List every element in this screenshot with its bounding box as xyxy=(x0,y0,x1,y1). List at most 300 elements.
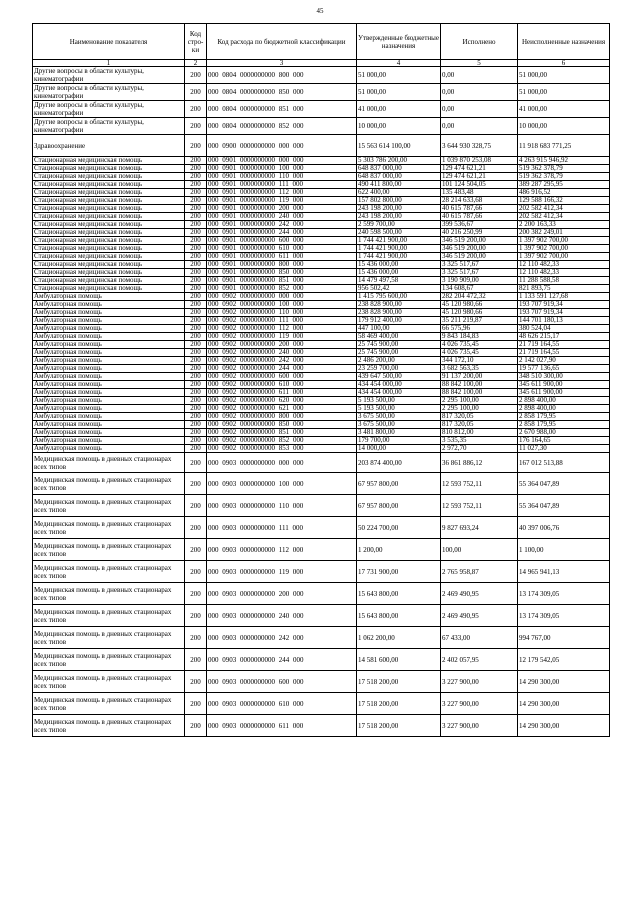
row-name: Амбулаторная помощь xyxy=(33,397,185,405)
row-name: Медицинская помощь в дневных стационарах всех типов xyxy=(33,605,185,627)
column-index: 4 xyxy=(357,60,441,67)
row-expense-code: 000 0901 0000000000 112 000 xyxy=(207,189,357,197)
row-expense-code: 000 0902 0000000000 620 000 xyxy=(207,397,357,405)
table-row xyxy=(33,101,610,118)
row-approved: 3 481 800,00 xyxy=(357,429,441,437)
row-unexecuted: 40 397 006,76 xyxy=(518,517,610,539)
row-name: Здравоохранение xyxy=(33,135,185,157)
row-line-code: 200 xyxy=(185,301,207,309)
row-unexecuted: 48 626 215,17 xyxy=(518,333,610,341)
row-line-code: 200 xyxy=(185,539,207,561)
row-executed: 3 227 900,00 xyxy=(441,671,518,693)
table-row xyxy=(33,405,610,413)
row-line-code: 200 xyxy=(185,269,207,277)
row-approved: 14 581 600,00 xyxy=(357,649,441,671)
table-row xyxy=(33,197,610,205)
row-name: Стационарная медицинская помощь xyxy=(33,173,185,181)
row-approved: 5 193 500,00 xyxy=(357,405,441,413)
row-expense-code: 000 0903 0000000000 100 000 xyxy=(207,473,357,495)
row-unexecuted: 193 707 919,34 xyxy=(518,309,610,317)
row-name: Медицинская помощь в дневных стационарах всех типов xyxy=(33,539,185,561)
row-line-code: 200 xyxy=(185,381,207,389)
table-header xyxy=(33,24,610,67)
row-executed: 45 120 980,66 xyxy=(441,309,518,317)
row-executed: 2 765 958,87 xyxy=(441,561,518,583)
table-row xyxy=(33,649,610,671)
row-expense-code: 000 0902 0000000000 850 000 xyxy=(207,421,357,429)
row-approved: 2 486 200,00 xyxy=(357,357,441,365)
row-expense-code: 000 0901 0000000000 600 000 xyxy=(207,237,357,245)
table-row xyxy=(33,221,610,229)
row-name: Стационарная медицинская помощь xyxy=(33,165,185,173)
row-name: Другие вопросы в области культуры, кинематографии xyxy=(33,67,185,84)
row-approved: 1 744 421 900,00 xyxy=(357,253,441,261)
row-unexecuted: 14 290 300,00 xyxy=(518,671,610,693)
row-approved: 25 745 900,00 xyxy=(357,349,441,357)
row-line-code: 200 xyxy=(185,245,207,253)
row-approved: 58 469 400,00 xyxy=(357,333,441,341)
row-executed: 40 615 787,66 xyxy=(441,205,518,213)
table-row xyxy=(33,277,610,285)
row-executed: 129 474 621,21 xyxy=(441,173,518,181)
row-expense-code: 000 0901 0000000000 610 000 xyxy=(207,245,357,253)
row-approved: 243 198 200,00 xyxy=(357,213,441,221)
column-index: 5 xyxy=(441,60,518,67)
row-expense-code: 000 0903 0000000000 112 000 xyxy=(207,539,357,561)
row-name: Стационарная медицинская помощь xyxy=(33,157,185,165)
row-unexecuted: 12 179 542,05 xyxy=(518,649,610,671)
table-row xyxy=(33,293,610,301)
row-line-code: 200 xyxy=(185,317,207,325)
row-name: Амбулаторная помощь xyxy=(33,317,185,325)
row-expense-code: 000 0902 0000000000 851 000 xyxy=(207,429,357,437)
row-expense-code: 000 0901 0000000000 100 000 xyxy=(207,165,357,173)
row-executed: 3 682 563,35 xyxy=(441,365,518,373)
row-name: Медицинская помощь в дневных стационарах всех типов xyxy=(33,627,185,649)
header-approved: Утвержденные бюджетные назначения xyxy=(357,24,441,60)
row-line-code: 200 xyxy=(185,357,207,365)
row-line-code: 200 xyxy=(185,389,207,397)
row-approved: 14 479 497,58 xyxy=(357,277,441,285)
row-executed: 9 827 693,24 xyxy=(441,517,518,539)
row-expense-code: 000 0902 0000000000 600 000 xyxy=(207,373,357,381)
row-approved: 243 198 200,00 xyxy=(357,205,441,213)
row-line-code: 200 xyxy=(185,429,207,437)
row-line-code: 200 xyxy=(185,421,207,429)
row-approved: 15 643 800,00 xyxy=(357,605,441,627)
row-name: Стационарная медицинская помощь xyxy=(33,277,185,285)
row-expense-code: 000 0900 0000000000 000 000 xyxy=(207,135,357,157)
row-name: Амбулаторная помощь xyxy=(33,325,185,333)
row-executed: 0,00 xyxy=(441,101,518,118)
row-line-code: 200 xyxy=(185,293,207,301)
row-executed: 100,00 xyxy=(441,539,518,561)
row-approved: 5 303 786 200,00 xyxy=(357,157,441,165)
row-expense-code: 000 0903 0000000000 110 000 xyxy=(207,495,357,517)
column-index: 3 xyxy=(207,60,357,67)
row-executed: 3 227 900,00 xyxy=(441,693,518,715)
table-row xyxy=(33,135,610,157)
row-name: Амбулаторная помощь xyxy=(33,405,185,413)
row-executed: 344 172,10 xyxy=(441,357,518,365)
row-line-code: 200 xyxy=(185,715,207,737)
row-approved: 15 436 000,00 xyxy=(357,269,441,277)
row-name: Амбулаторная помощь xyxy=(33,421,185,429)
row-expense-code: 000 0903 0000000000 611 000 xyxy=(207,715,357,737)
row-line-code: 200 xyxy=(185,67,207,84)
row-name: Стационарная медицинская помощь xyxy=(33,197,185,205)
row-expense-code: 000 0901 0000000000 242 000 xyxy=(207,221,357,229)
row-name: Стационарная медицинская помощь xyxy=(33,261,185,269)
row-approved: 648 837 000,00 xyxy=(357,165,441,173)
row-approved: 15 643 800,00 xyxy=(357,583,441,605)
row-approved: 41 000,00 xyxy=(357,101,441,118)
row-expense-code: 000 0902 0000000000 110 000 xyxy=(207,309,357,317)
table-row xyxy=(33,285,610,293)
row-executed: 12 593 752,11 xyxy=(441,473,518,495)
row-expense-code: 000 0902 0000000000 610 000 xyxy=(207,381,357,389)
row-name: Медицинская помощь в дневных стационарах всех типов xyxy=(33,693,185,715)
row-line-code: 200 xyxy=(185,349,207,357)
row-expense-code: 000 0902 0000000000 111 000 xyxy=(207,317,357,325)
row-name: Медицинская помощь в дневных стационарах всех типов xyxy=(33,715,185,737)
row-name: Стационарная медицинская помощь xyxy=(33,221,185,229)
row-approved: 1 062 200,00 xyxy=(357,627,441,649)
table-row xyxy=(33,365,610,373)
row-approved: 51 000,00 xyxy=(357,84,441,101)
table-row xyxy=(33,67,610,84)
row-executed: 12 593 752,11 xyxy=(441,495,518,517)
row-executed: 0,00 xyxy=(441,84,518,101)
row-expense-code: 000 0901 0000000000 244 000 xyxy=(207,229,357,237)
row-unexecuted: 11 288 588,58 xyxy=(518,277,610,285)
table-row xyxy=(33,715,610,737)
row-executed: 2 295 100,00 xyxy=(441,397,518,405)
table-row xyxy=(33,437,610,445)
row-line-code: 200 xyxy=(185,309,207,317)
row-approved: 3 675 500,00 xyxy=(357,413,441,421)
row-approved: 179 912 400,00 xyxy=(357,317,441,325)
row-unexecuted: 4 263 915 946,92 xyxy=(518,157,610,165)
row-line-code: 200 xyxy=(185,365,207,373)
row-approved: 238 828 900,00 xyxy=(357,301,441,309)
row-line-code: 200 xyxy=(185,165,207,173)
row-approved: 490 411 800,00 xyxy=(357,181,441,189)
row-unexecuted: 14 290 300,00 xyxy=(518,715,610,737)
row-approved: 50 224 700,00 xyxy=(357,517,441,539)
row-name: Амбулаторная помощь xyxy=(33,309,185,317)
table-row xyxy=(33,413,610,421)
row-unexecuted: 14 290 300,00 xyxy=(518,693,610,715)
row-name: Стационарная медицинская помощь xyxy=(33,213,185,221)
row-expense-code: 000 0804 0000000000 850 000 xyxy=(207,84,357,101)
row-line-code: 200 xyxy=(185,397,207,405)
row-unexecuted: 202 582 412,34 xyxy=(518,213,610,221)
row-name: Другие вопросы в области культуры, кинематографии xyxy=(33,101,185,118)
row-unexecuted: 12 110 482,33 xyxy=(518,261,610,269)
row-expense-code: 000 0901 0000000000 850 000 xyxy=(207,269,357,277)
row-approved: 51 000,00 xyxy=(357,67,441,84)
row-expense-code: 000 0804 0000000000 852 000 xyxy=(207,118,357,135)
row-line-code: 200 xyxy=(185,285,207,293)
row-expense-code: 000 0901 0000000000 119 000 xyxy=(207,197,357,205)
row-expense-code: 000 0902 0000000000 100 000 xyxy=(207,301,357,309)
row-unexecuted: 19 577 136,65 xyxy=(518,365,610,373)
column-index-row xyxy=(33,60,610,67)
table-row xyxy=(33,373,610,381)
row-executed: 3 325 517,67 xyxy=(441,261,518,269)
row-unexecuted: 200 382 249,01 xyxy=(518,229,610,237)
row-name: Стационарная медицинская помощь xyxy=(33,189,185,197)
row-approved: 23 259 700,00 xyxy=(357,365,441,373)
row-expense-code: 000 0903 0000000000 240 000 xyxy=(207,605,357,627)
row-unexecuted: 55 364 047,89 xyxy=(518,495,610,517)
row-line-code: 200 xyxy=(185,473,207,495)
row-expense-code: 000 0901 0000000000 852 000 xyxy=(207,285,357,293)
row-expense-code: 000 0901 0000000000 611 000 xyxy=(207,253,357,261)
row-name: Стационарная медицинская помощь xyxy=(33,181,185,189)
row-expense-code: 000 0902 0000000000 852 000 xyxy=(207,437,357,445)
row-unexecuted: 14 965 941,13 xyxy=(518,561,610,583)
row-unexecuted: 345 611 900,00 xyxy=(518,389,610,397)
column-index: 6 xyxy=(518,60,610,67)
row-name: Стационарная медицинская помощь xyxy=(33,269,185,277)
row-expense-code: 000 0902 0000000000 240 000 xyxy=(207,349,357,357)
header-expense-code: Код расхода по бюджетной классификации xyxy=(207,24,357,60)
row-unexecuted: 1 397 902 700,00 xyxy=(518,245,610,253)
row-name: Другие вопросы в области культуры, кинематографии xyxy=(33,84,185,101)
row-approved: 67 957 800,00 xyxy=(357,495,441,517)
row-approved: 15 563 614 100,00 xyxy=(357,135,441,157)
row-approved: 1 200,00 xyxy=(357,539,441,561)
table-row xyxy=(33,473,610,495)
row-name: Амбулаторная помощь xyxy=(33,437,185,445)
table-row xyxy=(33,229,610,237)
row-unexecuted: 2 898 400,00 xyxy=(518,397,610,405)
table-row xyxy=(33,261,610,269)
row-executed: 346 519 200,00 xyxy=(441,253,518,261)
row-approved: 179 700,00 xyxy=(357,437,441,445)
row-name: Амбулаторная помощь xyxy=(33,333,185,341)
row-unexecuted: 2 858 179,95 xyxy=(518,421,610,429)
table-row xyxy=(33,429,610,437)
row-expense-code: 000 0903 0000000000 244 000 xyxy=(207,649,357,671)
row-line-code: 200 xyxy=(185,157,207,165)
table-row xyxy=(33,349,610,357)
row-unexecuted: 2 142 027,90 xyxy=(518,357,610,365)
row-executed: 3 325 517,67 xyxy=(441,269,518,277)
row-executed: 282 204 472,32 xyxy=(441,293,518,301)
table-row xyxy=(33,237,610,245)
row-expense-code: 000 0804 0000000000 800 000 xyxy=(207,67,357,84)
table-row xyxy=(33,583,610,605)
row-name: Стационарная медицинская помощь xyxy=(33,205,185,213)
row-line-code: 200 xyxy=(185,453,207,473)
row-executed: 817 320,05 xyxy=(441,413,518,421)
row-expense-code: 000 0902 0000000000 244 000 xyxy=(207,365,357,373)
table-row xyxy=(33,253,610,261)
table-row xyxy=(33,693,610,715)
row-unexecuted: 11 027,30 xyxy=(518,445,610,453)
row-expense-code: 000 0903 0000000000 600 000 xyxy=(207,671,357,693)
row-approved: 622 400,00 xyxy=(357,189,441,197)
table-row xyxy=(33,381,610,389)
row-line-code: 200 xyxy=(185,437,207,445)
row-unexecuted: 2 200 163,33 xyxy=(518,221,610,229)
page-number: 45 xyxy=(316,7,324,15)
row-unexecuted: 167 012 513,88 xyxy=(518,453,610,473)
row-line-code: 200 xyxy=(185,84,207,101)
table-row xyxy=(33,189,610,197)
row-expense-code: 000 0901 0000000000 800 000 xyxy=(207,261,357,269)
row-line-code: 200 xyxy=(185,277,207,285)
row-line-code: 200 xyxy=(185,413,207,421)
row-approved: 648 837 000,00 xyxy=(357,173,441,181)
header-line-code: Код стро-ки xyxy=(185,24,207,60)
row-name: Амбулаторная помощь xyxy=(33,341,185,349)
table-row xyxy=(33,517,610,539)
row-executed: 2 972,70 xyxy=(441,445,518,453)
table-row xyxy=(33,301,610,309)
row-unexecuted: 41 000,00 xyxy=(518,101,610,118)
row-expense-code: 000 0902 0000000000 119 000 xyxy=(207,333,357,341)
row-executed: 2 469 490,95 xyxy=(441,583,518,605)
row-executed: 4 026 735,45 xyxy=(441,341,518,349)
row-name: Медицинская помощь в дневных стационарах всех типов xyxy=(33,453,185,473)
table-row xyxy=(33,213,610,221)
row-expense-code: 000 0804 0000000000 851 000 xyxy=(207,101,357,118)
table-row xyxy=(33,181,610,189)
row-line-code: 200 xyxy=(185,221,207,229)
row-approved: 238 828 900,00 xyxy=(357,309,441,317)
table-row xyxy=(33,173,610,181)
row-line-code: 200 xyxy=(185,253,207,261)
row-executed: 135 483,48 xyxy=(441,189,518,197)
row-line-code: 200 xyxy=(185,173,207,181)
row-executed: 810 812,00 xyxy=(441,429,518,437)
row-unexecuted: 2 898 400,00 xyxy=(518,405,610,413)
row-line-code: 200 xyxy=(185,445,207,453)
row-line-code: 200 xyxy=(185,135,207,157)
row-expense-code: 000 0901 0000000000 200 000 xyxy=(207,205,357,213)
row-unexecuted: 51 000,00 xyxy=(518,84,610,101)
row-expense-code: 000 0901 0000000000 111 000 xyxy=(207,181,357,189)
table-row xyxy=(33,309,610,317)
row-approved: 67 957 800,00 xyxy=(357,473,441,495)
row-executed: 36 861 886,12 xyxy=(441,453,518,473)
row-line-code: 200 xyxy=(185,649,207,671)
row-unexecuted: 348 510 300,00 xyxy=(518,373,610,381)
row-executed: 45 120 980,66 xyxy=(441,301,518,309)
row-expense-code: 000 0901 0000000000 851 000 xyxy=(207,277,357,285)
table-row xyxy=(33,333,610,341)
row-expense-code: 000 0902 0000000000 611 000 xyxy=(207,389,357,397)
row-line-code: 200 xyxy=(185,605,207,627)
table-body xyxy=(33,67,610,737)
row-executed: 2 469 490,95 xyxy=(441,605,518,627)
row-approved: 14 000,00 xyxy=(357,445,441,453)
row-approved: 25 745 900,00 xyxy=(357,341,441,349)
row-name: Медицинская помощь в дневных стационарах всех типов xyxy=(33,561,185,583)
row-line-code: 200 xyxy=(185,333,207,341)
row-name: Медицинская помощь в дневных стационарах всех типов xyxy=(33,473,185,495)
row-name: Стационарная медицинская помощь xyxy=(33,285,185,293)
row-name: Медицинская помощь в дневных стационарах всех типов xyxy=(33,517,185,539)
row-name: Амбулаторная помощь xyxy=(33,301,185,309)
row-approved: 17 518 200,00 xyxy=(357,693,441,715)
table-row xyxy=(33,421,610,429)
table-row xyxy=(33,357,610,365)
row-executed: 28 214 633,68 xyxy=(441,197,518,205)
row-expense-code: 000 0903 0000000000 242 000 xyxy=(207,627,357,649)
row-unexecuted: 519 362 378,79 xyxy=(518,165,610,173)
row-line-code: 200 xyxy=(185,341,207,349)
row-unexecuted: 11 918 683 771,25 xyxy=(518,135,610,157)
row-approved: 157 802 800,00 xyxy=(357,197,441,205)
row-name: Амбулаторная помощь xyxy=(33,365,185,373)
row-approved: 1 415 795 600,00 xyxy=(357,293,441,301)
row-executed: 1 039 870 253,08 xyxy=(441,157,518,165)
row-executed: 0,00 xyxy=(441,67,518,84)
header-unexecuted: Неисполненные назначения xyxy=(518,24,610,60)
table-row xyxy=(33,445,610,453)
row-approved: 956 502,42 xyxy=(357,285,441,293)
row-executed: 91 137 200,00 xyxy=(441,373,518,381)
row-line-code: 200 xyxy=(185,517,207,539)
table-row xyxy=(33,317,610,325)
row-executed: 2 402 057,95 xyxy=(441,649,518,671)
row-executed: 9 843 184,83 xyxy=(441,333,518,341)
row-unexecuted: 1 397 902 700,00 xyxy=(518,237,610,245)
row-unexecuted: 486 916,52 xyxy=(518,189,610,197)
row-name: Амбулаторная помощь xyxy=(33,445,185,453)
row-unexecuted: 13 174 309,05 xyxy=(518,605,610,627)
row-line-code: 200 xyxy=(185,213,207,221)
row-executed: 4 026 735,45 xyxy=(441,349,518,357)
table-row xyxy=(33,157,610,165)
row-unexecuted: 821 893,75 xyxy=(518,285,610,293)
table-row xyxy=(33,397,610,405)
row-expense-code: 000 0903 0000000000 200 000 xyxy=(207,583,357,605)
row-executed: 66 575,96 xyxy=(441,325,518,333)
row-approved: 17 518 200,00 xyxy=(357,715,441,737)
row-unexecuted: 2 858 179,95 xyxy=(518,413,610,421)
row-name: Амбулаторная помощь xyxy=(33,381,185,389)
row-expense-code: 000 0903 0000000000 000 000 xyxy=(207,453,357,473)
row-executed: 40 216 250,99 xyxy=(441,229,518,237)
row-unexecuted: 202 582 412,34 xyxy=(518,205,610,213)
row-unexecuted: 13 174 309,05 xyxy=(518,583,610,605)
table-row xyxy=(33,627,610,649)
table-row xyxy=(33,539,610,561)
row-unexecuted: 21 719 164,55 xyxy=(518,341,610,349)
row-unexecuted: 994 767,00 xyxy=(518,627,610,649)
row-expense-code: 000 0902 0000000000 853 000 xyxy=(207,445,357,453)
row-approved: 17 731 900,00 xyxy=(357,561,441,583)
table-row xyxy=(33,561,610,583)
row-expense-code: 000 0902 0000000000 242 000 xyxy=(207,357,357,365)
row-unexecuted: 519 362 378,79 xyxy=(518,173,610,181)
row-name: Медицинская помощь в дневных стационарах всех типов xyxy=(33,495,185,517)
row-executed: 0,00 xyxy=(441,118,518,135)
row-executed: 88 842 100,00 xyxy=(441,389,518,397)
table-row xyxy=(33,605,610,627)
row-executed: 35 211 219,87 xyxy=(441,317,518,325)
row-executed: 346 519 200,00 xyxy=(441,237,518,245)
row-executed: 88 842 100,00 xyxy=(441,381,518,389)
table-row xyxy=(33,165,610,173)
row-unexecuted: 389 287 295,95 xyxy=(518,181,610,189)
